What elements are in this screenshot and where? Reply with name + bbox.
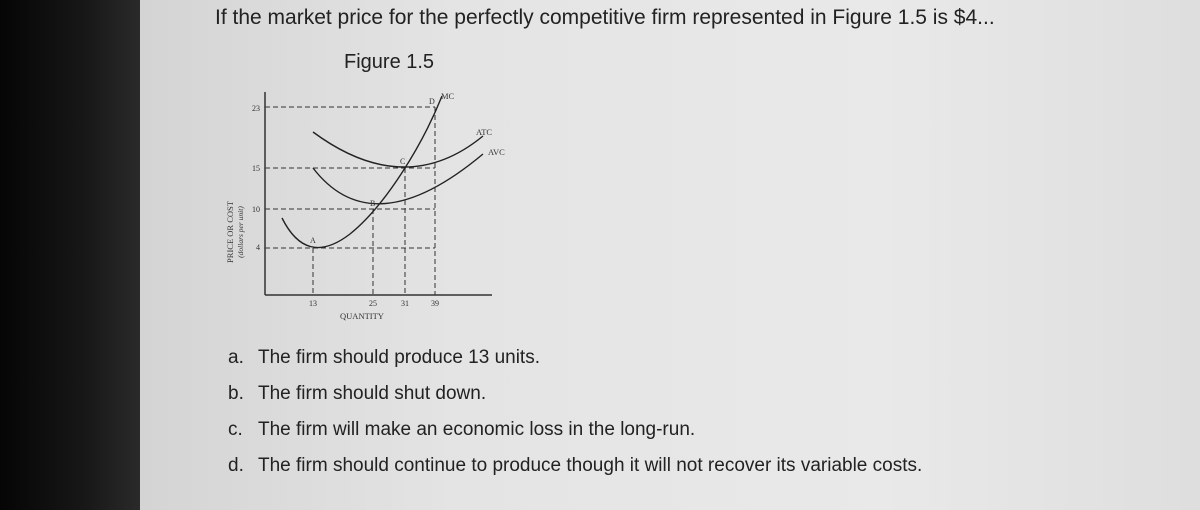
option-a[interactable] <box>228 344 922 380</box>
x-tick-39: 39 <box>431 299 439 308</box>
option-a-text: The firm should produce 13 units. <box>258 347 540 368</box>
device-bezel <box>0 0 140 510</box>
mc-label: MC <box>441 91 455 101</box>
figure-title: Figure 1.5 <box>344 51 435 73</box>
y-tick-4: 4 <box>256 243 260 252</box>
y-tick-15: 15 <box>252 164 260 173</box>
answer-options <box>228 344 922 488</box>
y-axis-label: PRICE OR COST <box>225 201 235 263</box>
figure-chart <box>200 82 520 322</box>
option-a-letter: a. <box>228 347 244 368</box>
option-d-letter: d. <box>228 455 244 476</box>
x-tick-25: 25 <box>369 299 377 308</box>
mc-curve <box>282 96 442 248</box>
point-d-label: D <box>429 97 435 106</box>
question-text: If the market price for the perfectly competitive firm represented in Figure 1.5 is $4... <box>215 6 995 29</box>
option-b[interactable] <box>228 380 922 416</box>
x-tick-13: 13 <box>309 299 317 308</box>
point-b-label: B <box>370 199 376 208</box>
avc-label: AVC <box>488 147 505 157</box>
option-c-letter: c. <box>228 419 243 440</box>
atc-label: ATC <box>476 127 493 137</box>
point-a-label: A <box>310 236 316 245</box>
point-c-label: C <box>400 157 406 166</box>
option-d[interactable] <box>228 452 922 488</box>
y-tick-10: 10 <box>252 205 260 214</box>
y-axis-sublabel: (dollars per unit) <box>236 206 245 258</box>
option-d-text: The firm should continue to produce though it will not recover its variable costs. <box>258 455 923 476</box>
option-c-text: The firm will make an economic loss in the long-run. <box>258 419 696 440</box>
x-tick-31: 31 <box>401 299 409 308</box>
option-c[interactable] <box>228 416 922 452</box>
y-tick-23: 23 <box>252 104 260 113</box>
atc-curve <box>313 132 483 167</box>
option-b-letter: b. <box>228 383 244 404</box>
x-axis-label: QUANTITY <box>340 311 384 321</box>
option-b-text: The firm should shut down. <box>258 383 487 404</box>
